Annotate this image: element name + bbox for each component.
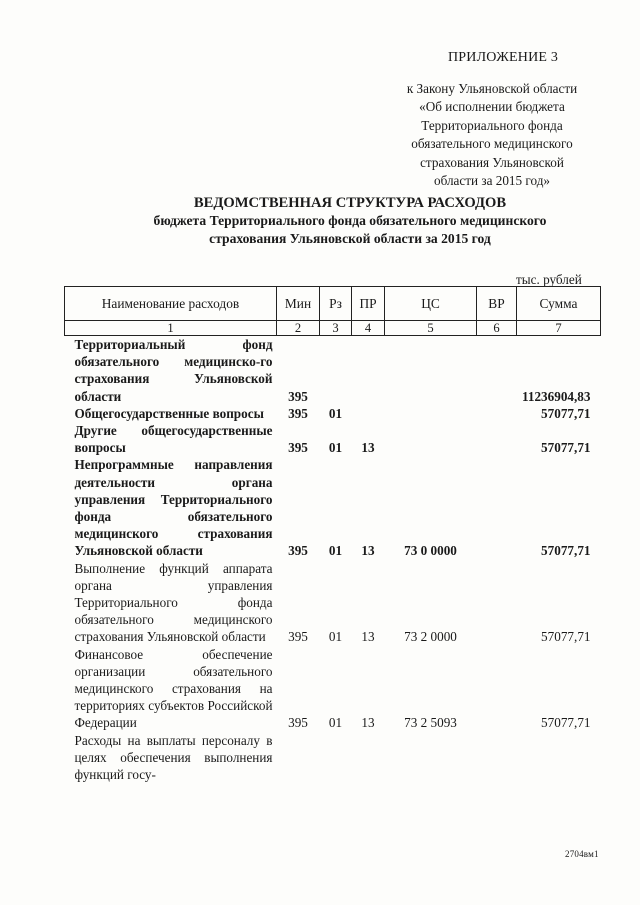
appendix-label: ПРИЛОЖЕНИЕ 3: [448, 50, 559, 65]
row-vr: [477, 405, 517, 422]
units-label: тыс. рублей: [516, 272, 582, 287]
law-reference-line: страхования Ульяновской: [420, 154, 564, 170]
column-header-rz: Рз: [320, 287, 352, 321]
row-min: [277, 732, 320, 784]
row-sum: [517, 732, 601, 784]
law-reference-line: «Об исполнении бюджета: [419, 99, 565, 115]
row-rz: [320, 732, 352, 784]
row-name: Непрограммные направления деятельности органа управления Территориального фонда обязательного медицинского страхования Ульяновской области: [74, 457, 273, 559]
column-header-name: Наименование расходов: [65, 287, 277, 321]
column-header-vr: ВР: [477, 287, 517, 321]
row-name: Общегосударственные вопросы: [74, 405, 264, 421]
row-rz: 01: [328, 629, 343, 645]
row-rz: 01: [328, 543, 343, 559]
row-sum: 57077,71: [541, 629, 591, 645]
document-code: 2704вм1: [565, 849, 599, 859]
title-main: ВЕДОМСТВЕННАЯ СТРУКТУРА РАСХОДОВ: [193, 195, 507, 211]
row-cs: [385, 336, 477, 405]
row-rz: 01: [328, 715, 343, 731]
row-name: Финансовое обеспечение организации обязательного медицинского страхования на территориях субъектов Российской Федерации: [74, 646, 273, 731]
column-number: 1: [65, 321, 277, 336]
table-row: [65, 646, 601, 732]
expenditure-table: [64, 286, 601, 783]
column-number: 5: [385, 321, 477, 336]
table-row: [65, 336, 601, 405]
row-vr: [477, 456, 517, 559]
row-name: Другие общегосударственные вопросы: [74, 423, 273, 456]
column-number: 7: [517, 321, 601, 336]
row-vr: [477, 560, 517, 646]
row-pr: [352, 336, 385, 405]
column-number: 6: [477, 321, 517, 336]
column-header-sum: Сумма: [517, 287, 601, 321]
table-row: [65, 560, 601, 646]
title-subtitle-line2: страхования Ульяновской области за 2015 год: [209, 231, 491, 246]
row-pr: 13: [361, 715, 375, 731]
table-row: [65, 732, 601, 784]
law-reference-line: обязательного медицинского: [411, 136, 573, 152]
row-name: Расходы на выплаты персоналу в целях обеспечения выполнения функций госу-: [74, 732, 273, 783]
column-header-cs: ЦС: [385, 287, 477, 321]
row-cs: [385, 422, 477, 456]
law-reference-line: Территориального фонда: [421, 117, 563, 133]
row-rz: [320, 336, 352, 405]
table-column-number-row: [65, 321, 601, 336]
law-reference: [372, 80, 612, 190]
table-row: [65, 422, 601, 456]
row-sum: 57077,71: [541, 440, 591, 456]
title-subtitle-line1: бюджета Территориального фонда обязательного медицинского: [153, 213, 547, 228]
column-number: 3: [320, 321, 352, 336]
row-pr: 13: [361, 629, 375, 645]
column-header-pr: ПР: [352, 287, 385, 321]
table-row: [65, 456, 601, 559]
row-vr: [477, 646, 517, 732]
row-pr: [352, 732, 385, 784]
row-vr: [477, 422, 517, 456]
row-cs: 73 2 0000: [404, 629, 457, 645]
row-cs: 73 2 5093: [404, 715, 457, 731]
row-pr: [352, 405, 385, 422]
row-vr: [477, 732, 517, 784]
row-name: Территориальный фонд обязательного медицинско-го страхования Ульяновской области: [74, 337, 273, 404]
row-sum: 57077,71: [541, 543, 591, 559]
row-pr: 13: [361, 543, 375, 559]
column-number: 2: [277, 321, 320, 336]
row-rz: 01: [328, 440, 343, 456]
row-min: 395: [288, 629, 308, 645]
row-cs: 73 0 0000: [404, 543, 457, 559]
row-name: Выполнение функций аппарата органа управления Территориального фонда обязательного медицинского страхования Ульяновской области: [74, 560, 273, 645]
table-row: [65, 405, 601, 422]
row-sum: 57077,71: [541, 405, 591, 421]
column-header-min: Мин: [277, 287, 320, 321]
row-cs: [385, 405, 477, 422]
row-min: 395: [288, 715, 308, 731]
row-min: 395: [288, 405, 308, 421]
law-reference-line: области за 2015 год»: [433, 173, 550, 189]
row-cs: [385, 732, 477, 784]
row-sum: 11236904,83: [521, 388, 591, 404]
row-min: 395: [288, 440, 308, 456]
law-reference-line: к Закону Ульяновской области: [406, 81, 578, 96]
row-vr: [477, 336, 517, 405]
row-min: 395: [288, 388, 308, 404]
row-rz: 01: [328, 405, 343, 421]
row-sum: 57077,71: [541, 715, 591, 731]
table-header-row: [65, 287, 601, 321]
row-pr: 13: [361, 440, 375, 456]
document-title: [60, 194, 640, 248]
column-number: 4: [352, 321, 385, 336]
row-min: 395: [288, 543, 308, 559]
